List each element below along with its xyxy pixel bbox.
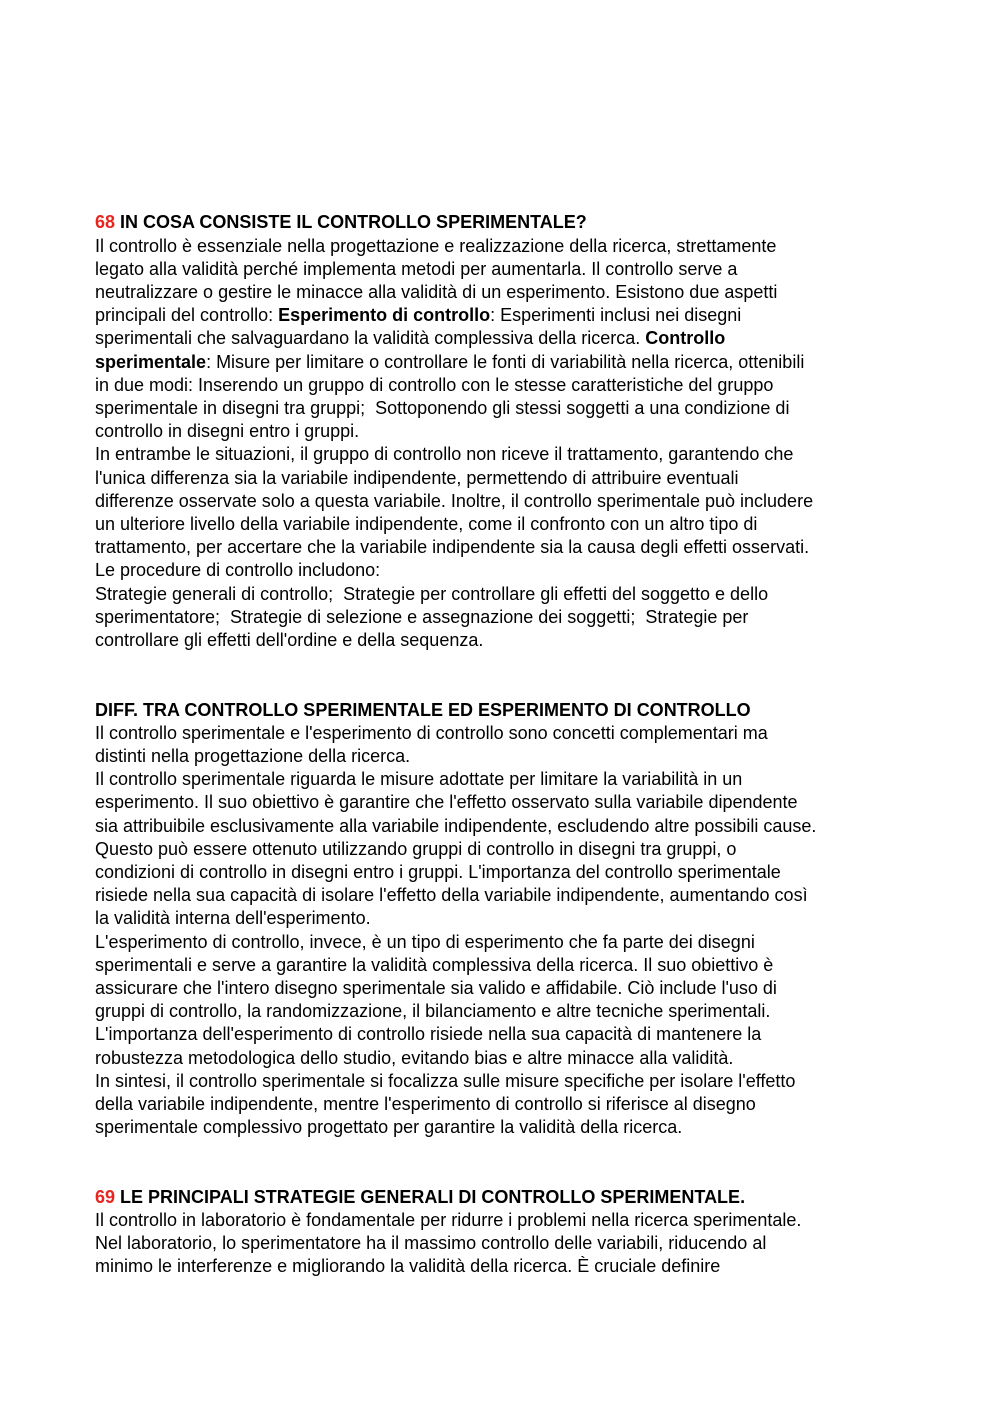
- paragraph-line: [95, 327, 725, 350]
- text-run: principali del controllo:: [95, 305, 279, 326]
- paragraph-line: [95, 351, 804, 374]
- paragraph-line: L'importanza dell'esperimento di controllo risiede nella sua capacità di mantenere la: [95, 1024, 762, 1045]
- question-number: 68: [95, 212, 116, 232]
- paragraph-line: In entrambe le situazioni, il gruppo di controllo non riceve il trattamento, garantendo che: [95, 444, 794, 465]
- section-heading: [95, 1186, 745, 1209]
- paragraph-line: Questo può essere ottenuto utilizzando gruppi di controllo in disegni tra gruppi, o: [95, 838, 737, 859]
- section-title: IN COSA CONSISTE IL CONTROLLO SPERIMENTALE?: [120, 212, 587, 232]
- section-heading: [95, 211, 587, 234]
- paragraph-line: sperimentali e serve a garantire la validità complessiva della ricerca. Il suo obiettivo è: [95, 954, 774, 975]
- paragraph-line: Il controllo sperimentale e l'esperimento di controllo sono concetti complementari ma: [95, 722, 768, 743]
- paragraph-line: [95, 304, 741, 327]
- paragraph-line: Strategie generali di controllo; Strategie per controllare gli effetti del soggetto e dello: [95, 583, 769, 604]
- paragraph-line: Le procedure di controllo includono:: [95, 560, 381, 581]
- paragraph-line: gruppi di controllo, la randomizzazione, il bilanciamento e altre tecniche sperimentali.: [95, 1001, 771, 1022]
- paragraph-line: sperimentale complessivo progettato per garantire la validità della ricerca.: [95, 1117, 683, 1138]
- paragraph-line: trattamento, per accertare che la variabile indipendente sia la causa degli effetti osservati.: [95, 537, 810, 558]
- paragraph-line: distinti nella progettazione della ricerca.: [95, 745, 411, 766]
- paragraph-line: In sintesi, il controllo sperimentale si focalizza sulle misure specifiche per isolare l'effetto: [95, 1070, 796, 1091]
- paragraph-line: Il controllo è essenziale nella progettazione e realizzazione della ricerca, strettamente: [95, 235, 777, 256]
- paragraph-line: assicurare che l'intero disegno sperimentale sia valido e affidabile. Ciò include l'uso di: [95, 977, 777, 998]
- paragraph-line: della variabile indipendente, mentre l'esperimento di controllo si riferisce al disegno: [95, 1093, 756, 1114]
- paragraph-line: legato alla validità perché implementa metodi per aumentarla. Il controllo serve a: [95, 258, 738, 279]
- paragraph-line: L'esperimento di controllo, invece, è un tipo di esperimento che fa parte dei disegni: [95, 931, 755, 952]
- paragraph-line: un ulteriore livello della variabile indipendente, come il confronto con un altro tipo di: [95, 513, 758, 534]
- paragraph-line: differenze osservate solo a questa variabile. Inoltre, il controllo sperimentale può includere: [95, 490, 814, 511]
- paragraph-line: condizioni di controllo in disegni entro i gruppi. L'importanza del controllo sperimentale: [95, 861, 781, 882]
- paragraph-line: sperimentale in disegni tra gruppi; Sottoponendo gli stessi soggetti a una condizione di: [95, 397, 790, 418]
- paragraph-line: in due modi: Inserendo un gruppo di controllo con le stesse caratteristiche del gruppo: [95, 374, 774, 395]
- paragraph-line: neutralizzare o gestire le minacce alla validità di un esperimento. Esistono due aspetti: [95, 281, 778, 302]
- paragraph-line: robustezza metodologica dello studio, evitando bias e altre minacce alla validità.: [95, 1047, 734, 1068]
- paragraph-line: Il controllo sperimentale riguarda le misure adottate per limitare la variabilità in un: [95, 769, 743, 790]
- bold-term: Controllo: [645, 328, 726, 349]
- section-heading: DIFF. TRA CONTROLLO SPERIMENTALE ED ESPERIMENTO DI CONTROLLO: [95, 699, 751, 720]
- paragraph-line: controllare gli effetti dell'ordine e della sequenza.: [95, 629, 484, 650]
- paragraph-line: Il controllo in laboratorio è fondamentale per ridurre i problemi nella ricerca sperimentale.: [95, 1209, 802, 1230]
- bold-term: Esperimento di controllo: [278, 305, 491, 326]
- paragraph-line: sperimentatore; Strategie di selezione e assegnazione dei soggetti; Strategie per: [95, 606, 749, 627]
- text-run: : Misure per limitare o controllare le fonti di variabilità nella ricerca, ottenibili: [206, 351, 805, 372]
- paragraph-line: l'unica differenza sia la variabile indipendente, permettendo di attribuire eventuali: [95, 467, 739, 488]
- section-title: LE PRINCIPALI STRATEGIE GENERALI DI CONTROLLO SPERIMENTALE.: [120, 1186, 746, 1207]
- paragraph-line: Nel laboratorio, lo sperimentatore ha il massimo controllo delle variabili, riducendo al: [95, 1232, 767, 1253]
- paragraph-line: sia attribuibile esclusivamente alla variabile indipendente, escludendo altre possibili cause.: [95, 815, 817, 836]
- question-number: 69: [95, 1186, 116, 1207]
- paragraph-line: esperimento. Il suo obiettivo è garantire che l'effetto osservato sulla variabile dipendente: [95, 792, 798, 813]
- text-run: : Esperimenti inclusi nei disegni: [490, 305, 742, 326]
- paragraph-line: minimo le interferenze e migliorando la validità della ricerca. È cruciale definire: [95, 1256, 721, 1277]
- bold-term: sperimentale: [95, 351, 207, 372]
- paragraph-line: risiede nella sua capacità di isolare l'effetto della variabile indipendente, aumentando così: [95, 885, 808, 906]
- paragraph-line: controllo in disegni entro i gruppi.: [95, 421, 360, 442]
- paragraph-line: la validità interna dell'esperimento.: [95, 908, 371, 929]
- text-run: sperimentali che salvaguardano la validità complessiva della ricerca.: [95, 328, 646, 349]
